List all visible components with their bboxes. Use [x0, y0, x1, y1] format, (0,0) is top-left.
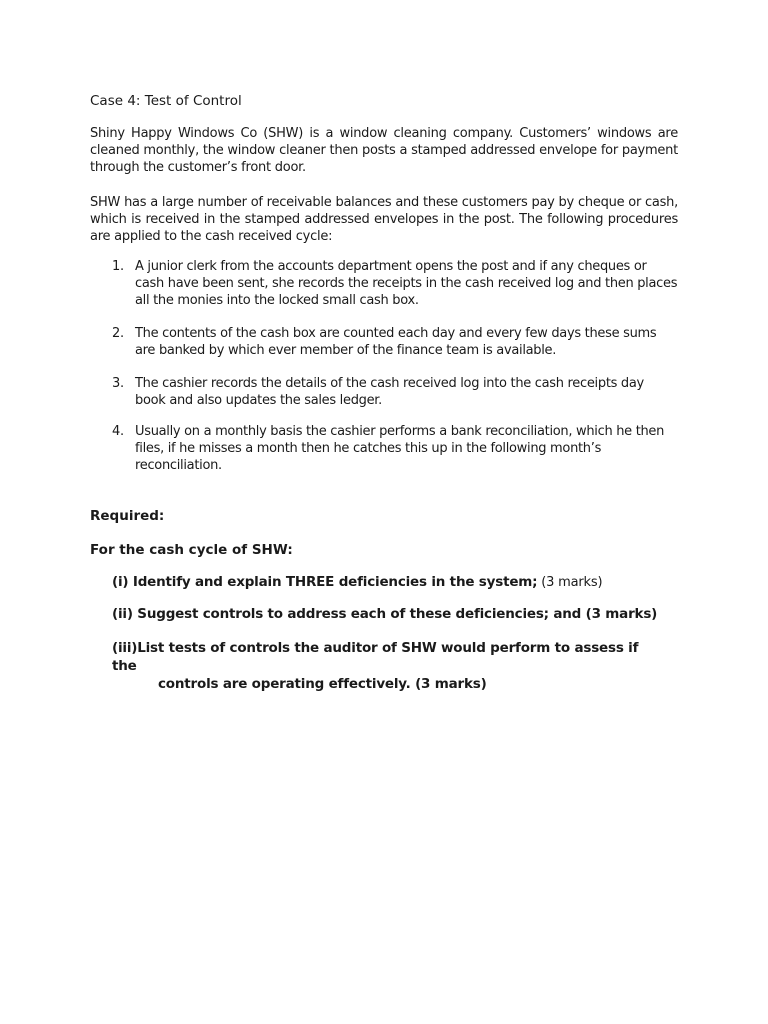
cash-cycle-heading: For the cash cycle of SHW:	[90, 542, 293, 558]
question-iii	[112, 639, 652, 693]
procedure-text: The cashier records the details of the cash received log into the cash receipts day book and also updates the sales ledger.	[135, 376, 644, 408]
question-iii-line1: (iii)List tests of controls the auditor of SHW would perform to assess if the	[112, 640, 639, 674]
procedure-text: The contents of the cash box are counted each day and every few days these sums are banked by which ever member of the finance team is available.	[135, 326, 657, 358]
procedure-item	[112, 258, 678, 309]
procedure-item	[112, 423, 678, 474]
procedure-number: 1.	[112, 259, 124, 274]
procedure-number: 3.	[112, 376, 124, 391]
procedure-text: A junior clerk from the accounts department opens the post and if any cheques or cash have been sent, she records the receipts in the cash received log and then places all the monies into the locked small cash box.	[135, 259, 678, 308]
procedure-item	[112, 375, 678, 409]
procedure-item	[112, 325, 678, 359]
question-ii	[112, 605, 657, 623]
procedure-number: 2.	[112, 326, 124, 341]
intro-paragraph: Shiny Happy Windows Co (SHW) is a window cleaning company. Customers’ windows are cleaned monthly, the window cleaner then posts a stamped addressed envelope for payment through the customer’s front door.	[90, 126, 678, 175]
question-i	[112, 573, 602, 592]
case-title: Case 4: Test of Control	[90, 93, 242, 109]
question-i-marks: (3 marks)	[537, 575, 603, 590]
procedure-number: 4.	[112, 424, 124, 439]
question-i-text: (i) Identify and explain THREE deficiencies in the system;	[112, 574, 538, 590]
procedures-intro-paragraph: SHW has a large number of receivable balances and these customers pay by cheque or cash, which is received in the stamped addressed envelopes in the post. The following procedures are applied to the cash received cycle:	[90, 195, 678, 244]
question-ii-text: (ii) Suggest controls to address each of these deficiencies; and (3 marks)	[112, 606, 658, 622]
required-heading: Required:	[90, 508, 165, 524]
procedure-text: Usually on a monthly basis the cashier performs a bank reconciliation, which he then files, if he misses a month then he catches this up in the following month’s reconciliation.	[135, 424, 665, 473]
question-iii-line2: controls are operating effectively. (3 marks)	[158, 676, 487, 692]
